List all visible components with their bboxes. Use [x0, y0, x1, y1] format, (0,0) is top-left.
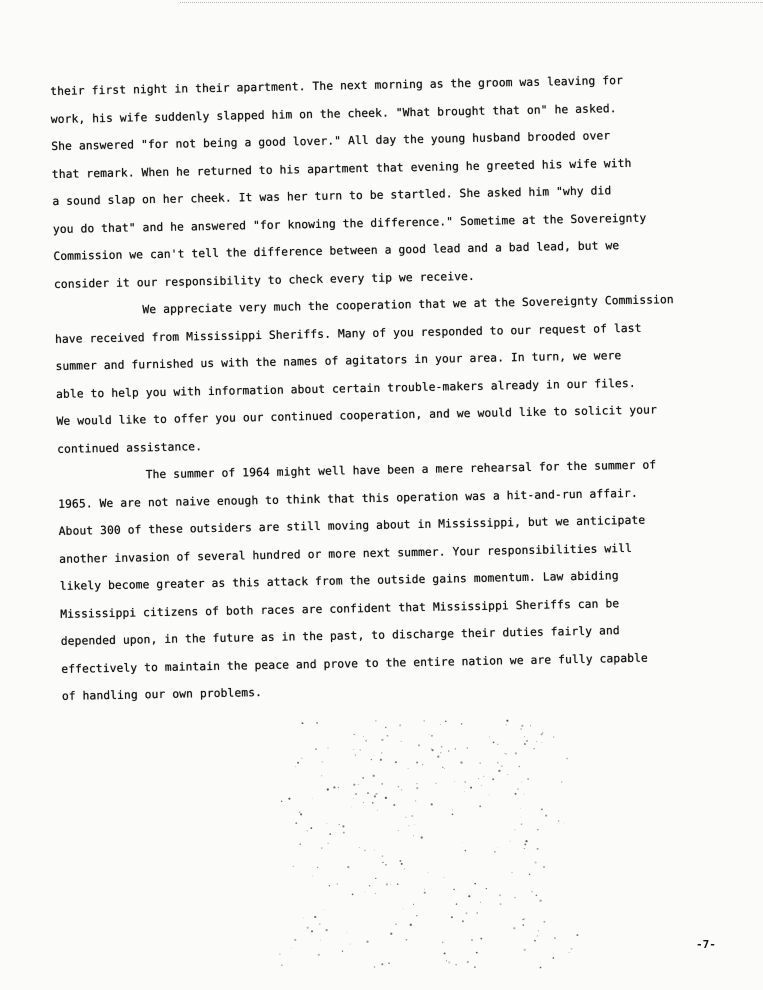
noise-speck	[318, 954, 320, 956]
noise-speck	[353, 784, 355, 786]
noise-speck	[401, 741, 402, 742]
noise-speck	[327, 788, 329, 790]
noise-speck	[494, 851, 496, 853]
text-line: another invasion of several hundred or more next summer. Your responsibilities will	[59, 541, 633, 566]
noise-speck	[375, 720, 376, 721]
noise-speck	[498, 770, 500, 772]
noise-speck	[312, 798, 313, 799]
noise-speck	[507, 774, 508, 775]
noise-speck	[521, 725, 523, 727]
noise-speck	[453, 889, 454, 890]
noise-speck	[328, 843, 329, 844]
noise-speck	[506, 724, 507, 725]
noise-speck	[353, 749, 354, 750]
noise-speck	[500, 903, 502, 905]
noise-speck	[393, 804, 395, 806]
noise-speck	[386, 883, 388, 885]
noise-speck	[363, 802, 364, 803]
noise-speck	[569, 952, 570, 953]
noise-speck	[390, 884, 391, 885]
noise-speck	[317, 867, 318, 868]
noise-speck	[571, 948, 573, 950]
noise-speck	[511, 872, 512, 873]
noise-speck	[424, 892, 426, 894]
noise-speck	[461, 723, 462, 724]
noise-speck	[474, 883, 476, 885]
noise-speck	[489, 736, 490, 737]
noise-speck	[333, 786, 335, 788]
noise-speck	[382, 862, 383, 863]
noise-speck	[360, 749, 361, 750]
noise-speck	[381, 963, 383, 965]
noise-speck	[281, 801, 283, 803]
noise-speck	[519, 766, 521, 768]
text-line: work, his wife suddenly slapped him on the cheek. "What brought that on" he asked.	[50, 101, 617, 126]
noise-speck	[542, 732, 543, 733]
noise-speck	[452, 810, 453, 811]
text-line: summer and furnished us with the names of agitators in your area. In turn, we were	[55, 349, 622, 373]
noise-speck	[291, 948, 292, 949]
noise-speck	[462, 842, 463, 843]
noise-speck	[538, 930, 539, 931]
noise-speck	[497, 848, 498, 849]
noise-speck	[479, 762, 481, 764]
noise-speck	[530, 725, 531, 726]
noise-speck	[416, 787, 418, 789]
noise-speck	[499, 894, 501, 896]
noise-speck	[454, 781, 455, 782]
noise-speck	[307, 927, 309, 929]
noise-speck	[390, 933, 392, 935]
noise-speck	[442, 767, 443, 768]
noise-speck	[524, 848, 525, 849]
noise-speck	[346, 932, 347, 933]
noise-speck	[299, 811, 301, 813]
noise-speck	[444, 768, 445, 769]
noise-speck	[374, 849, 375, 850]
noise-speck	[451, 916, 453, 918]
noise-speck	[411, 815, 413, 817]
noise-speck	[527, 778, 529, 780]
noise-speck	[431, 749, 433, 751]
noise-speck	[536, 741, 537, 742]
noise-speck	[302, 722, 304, 724]
noise-speck	[375, 793, 377, 795]
noise-speck	[442, 942, 443, 943]
noise-speck	[521, 817, 522, 818]
noise-speck	[373, 775, 375, 777]
noise-speck	[456, 903, 457, 904]
noise-speck	[381, 783, 383, 785]
noise-speck	[401, 863, 403, 865]
noise-speck	[399, 724, 401, 726]
noise-speck	[435, 783, 436, 784]
noise-speck	[350, 944, 351, 945]
paragraph-start-line: The summer of 1964 might well have been a mere rehearsal for the summer of	[145, 458, 657, 482]
noise-speck	[540, 967, 542, 969]
noise-speck	[478, 778, 479, 779]
noise-speck	[374, 795, 376, 797]
noise-speck	[525, 840, 527, 842]
noise-speck	[467, 961, 469, 963]
noise-speck	[466, 912, 468, 914]
noise-speck	[464, 791, 465, 792]
noise-speck	[481, 785, 482, 786]
noise-speck	[281, 964, 283, 966]
noise-speck	[431, 803, 433, 805]
noise-speck	[477, 912, 478, 913]
noise-speck	[395, 761, 397, 763]
noise-speck	[339, 824, 340, 825]
text-line: likely become greater as this attack from the outside gains momentum. Law abiding	[59, 569, 619, 593]
noise-speck	[388, 962, 390, 964]
noise-speck	[395, 923, 396, 924]
noise-speck	[303, 918, 304, 919]
noise-speck	[465, 850, 467, 852]
noise-speck	[541, 808, 543, 810]
noise-speck	[408, 825, 409, 826]
noise-speck	[489, 795, 490, 796]
text-line: She answered "for not being a good lover." All day the young husband brooded over	[51, 129, 611, 153]
text-line: their first night in their apartment. The next morning as the groom was leaving for	[50, 74, 624, 98]
noise-speck	[513, 927, 515, 929]
noise-speck	[410, 924, 412, 926]
noise-speck	[377, 810, 378, 811]
noise-speck	[522, 924, 524, 926]
noise-speck	[553, 957, 555, 959]
noise-speck	[539, 899, 541, 901]
noise-speck	[471, 939, 473, 941]
noise-speck	[558, 820, 560, 822]
noise-speck	[359, 847, 360, 848]
noise-speck	[476, 952, 478, 954]
noise-speck	[299, 843, 301, 845]
noise-speck	[554, 937, 556, 939]
text-line: continued assistance.	[56, 439, 203, 456]
body-text	[50, 65, 752, 711]
noise-speck	[351, 807, 352, 808]
noise-speck	[452, 814, 454, 816]
text-line: able to help you with information about certain trouble-makers already in our files.	[55, 376, 636, 401]
noise-speck	[506, 754, 507, 755]
noise-speck	[564, 823, 565, 824]
noise-speck	[403, 909, 404, 910]
noise-speck	[448, 961, 450, 963]
noise-speck	[398, 786, 399, 787]
noise-speck	[541, 733, 543, 735]
noise-speck	[501, 765, 503, 767]
noise-speck	[385, 797, 387, 799]
text-line: have received from Mississippi Sheriffs. Many of you responded to our request of last	[54, 321, 642, 346]
noise-speck	[531, 891, 533, 893]
noise-speck	[440, 752, 441, 753]
noise-speck	[365, 740, 367, 742]
noise-speck	[353, 734, 354, 735]
noise-speck	[279, 954, 280, 955]
noise-speck	[521, 781, 522, 782]
text-line: effectively to maintain the peace and prove to the entire nation we are fully capable	[61, 651, 648, 676]
noise-speck	[352, 894, 354, 896]
noise-speck	[520, 808, 521, 809]
noise-speck	[374, 755, 375, 756]
noise-speck	[295, 822, 297, 824]
noise-speck	[534, 940, 536, 942]
noise-speck	[543, 866, 545, 868]
noise-speck	[314, 916, 316, 918]
noise-speck	[416, 761, 418, 763]
noise-speck	[479, 805, 481, 807]
noise-speck	[474, 966, 475, 967]
noise-speck	[321, 848, 322, 849]
noise-speck	[524, 736, 525, 737]
noise-speck	[566, 758, 568, 760]
noise-speck	[497, 744, 498, 745]
noise-speck	[480, 902, 481, 903]
noise-speck	[427, 872, 428, 873]
noise-speck	[398, 830, 399, 831]
noise-speck	[324, 909, 325, 910]
noise-speck	[310, 827, 312, 829]
noise-speck	[397, 883, 399, 885]
noise-speck	[355, 755, 356, 756]
noise-speck	[446, 960, 447, 961]
noise-speck	[413, 904, 414, 905]
noise-speck	[429, 734, 430, 735]
noise-speck	[415, 800, 416, 801]
noise-speck	[301, 758, 303, 760]
noise-speck	[404, 868, 405, 869]
paragraph-start-line: We appreciate very much the cooperation that we at the Sovereignty Commission	[142, 293, 674, 317]
noise-speck	[363, 736, 364, 737]
noise-speck	[413, 835, 414, 836]
noise-speck	[422, 764, 423, 765]
noise-speck	[431, 748, 432, 749]
noise-speck	[369, 885, 371, 887]
noise-speck	[381, 739, 383, 741]
noise-speck	[385, 727, 386, 728]
noise-speck	[300, 813, 302, 815]
noise-speck	[377, 793, 378, 794]
noise-speck	[320, 940, 321, 941]
noise-speck	[514, 829, 515, 830]
noise-speck	[537, 829, 539, 831]
noise-speck	[416, 783, 417, 784]
noise-speck	[470, 787, 472, 789]
noise-speck	[418, 744, 420, 746]
noise-speck	[464, 781, 465, 782]
noise-speck	[380, 759, 382, 761]
noise-speck	[342, 951, 343, 952]
noise-speck	[421, 836, 423, 838]
noise-speck	[315, 748, 316, 749]
noise-speck	[480, 938, 482, 940]
noise-speck	[329, 833, 331, 835]
noise-speck	[367, 792, 369, 794]
noise-speck	[468, 895, 470, 897]
noise-speck	[329, 885, 331, 887]
noise-speck	[294, 939, 296, 941]
noise-speck	[506, 720, 508, 722]
noise-speck	[311, 930, 313, 932]
noise-speck	[401, 789, 402, 790]
page-number: -7-	[696, 938, 716, 951]
noise-speck	[416, 915, 418, 917]
noise-speck	[440, 724, 441, 725]
noise-speck	[408, 768, 409, 769]
noise-speck	[371, 759, 373, 761]
noise-speck	[379, 762, 380, 763]
noise-speck	[405, 817, 406, 818]
noise-speck	[353, 798, 354, 799]
text-line: consider it our responsibility to check every tip we receive.	[53, 269, 475, 291]
noise-speck	[364, 850, 366, 852]
noise-speck	[342, 825, 344, 827]
noise-speck	[505, 753, 506, 754]
noise-speck	[325, 929, 327, 931]
noise-speck	[467, 747, 468, 748]
noise-speck	[322, 761, 323, 762]
noise-speck	[524, 949, 526, 951]
top-dotted-rule	[180, 2, 763, 3]
noise-speck	[537, 848, 539, 850]
noise-speck	[455, 964, 456, 965]
text-line: depended upon, in the future as in the past, to discharge their duties fairly and	[60, 624, 620, 648]
noise-speck	[497, 762, 499, 764]
noise-speck	[542, 742, 543, 743]
noise-speck	[523, 793, 524, 794]
noise-speck	[493, 742, 495, 744]
noise-speck	[343, 832, 345, 834]
noise-speck	[431, 735, 433, 737]
noise-speck	[534, 861, 536, 863]
noise-speck	[288, 798, 290, 800]
noise-speck	[399, 860, 401, 862]
noise-speck	[553, 736, 554, 737]
noise-speck	[444, 877, 445, 878]
noise-speck	[423, 720, 425, 722]
noise-speck	[515, 752, 517, 754]
noise-speck	[297, 762, 299, 764]
noise-speck	[364, 891, 365, 892]
noise-speck	[526, 740, 528, 742]
noise-speck	[448, 750, 449, 751]
noise-speck	[338, 787, 339, 788]
noise-speck	[437, 755, 439, 757]
noise-speck	[319, 923, 321, 925]
noise-speck	[510, 841, 511, 842]
noise-speck	[533, 748, 534, 749]
noise-speck	[374, 966, 375, 967]
noise-speck	[327, 823, 328, 824]
noise-speck	[462, 920, 464, 922]
noise-speck	[537, 935, 538, 936]
noise-speck	[293, 866, 294, 867]
noise-speck	[543, 921, 545, 923]
noise-speck	[312, 876, 313, 877]
noise-speck	[445, 720, 447, 722]
noise-speck	[355, 793, 357, 795]
noise-speck	[536, 895, 538, 897]
noise-speck	[321, 775, 322, 776]
noise-speck	[529, 874, 530, 875]
noise-speck	[522, 919, 523, 920]
noise-speck	[375, 893, 376, 894]
noise-speck	[381, 752, 382, 753]
noise-speck	[492, 778, 494, 780]
noise-speck	[327, 748, 328, 749]
noise-speck	[406, 939, 408, 941]
text-line: About 300 of these outsiders are still moving about in Mississippi, but we anticipate	[58, 513, 646, 538]
noise-speck	[307, 830, 309, 832]
noise-speck	[347, 866, 349, 868]
noise-speck	[515, 793, 517, 795]
noise-speck	[444, 952, 446, 954]
noise-speck	[424, 889, 425, 890]
noise-speck	[521, 823, 523, 825]
noise-speck	[372, 802, 374, 804]
noise-speck	[524, 843, 526, 845]
noise-speck	[385, 864, 387, 866]
noise-speck	[455, 748, 456, 749]
noise-speck	[520, 728, 522, 730]
noise-speck	[460, 761, 462, 763]
text-line: Mississippi citizens of both races are confident that Mississippi Sheriffs can be	[60, 596, 620, 621]
noise-speck	[414, 824, 415, 825]
noise-speck	[362, 777, 364, 779]
text-line: a sound slap on her cheek. It was her turn to be startled. She asked him "why did	[52, 184, 612, 208]
noise-speck	[561, 781, 562, 782]
noise-speck	[545, 815, 547, 817]
text-line: that remark. When he returned to his apartment that evening he greeted his wife with	[51, 156, 632, 181]
noise-speck	[483, 776, 484, 777]
noise-speck	[441, 746, 443, 748]
text-line: of handling our own problems.	[61, 686, 263, 703]
text-line: We would like to offer you our continued cooperation, and we would like to solicit your	[56, 403, 658, 428]
noise-speck	[486, 888, 487, 889]
noise-speck	[337, 883, 339, 885]
noise-speck	[316, 722, 318, 724]
noise-speck	[576, 934, 578, 936]
text-line: 1965. We are not naive enough to think that this operation was a hit-and-run affair.	[58, 486, 638, 511]
noise-speck	[524, 743, 526, 745]
text-line: Commission we can't tell the difference between a good lead and a bad lead, but we	[53, 239, 620, 263]
noise-speck	[382, 855, 383, 856]
noise-speck	[366, 941, 368, 943]
noise-speck	[387, 735, 389, 737]
text-line: you do that" and he answered "for knowing the difference." Sometime at the Sovereignty	[52, 211, 647, 236]
noise-speck	[375, 878, 376, 879]
noise-speck	[514, 897, 516, 899]
noise-speck	[523, 918, 525, 920]
noise-speck	[358, 784, 359, 785]
noise-speck	[517, 788, 519, 790]
noise-speck	[295, 766, 296, 767]
